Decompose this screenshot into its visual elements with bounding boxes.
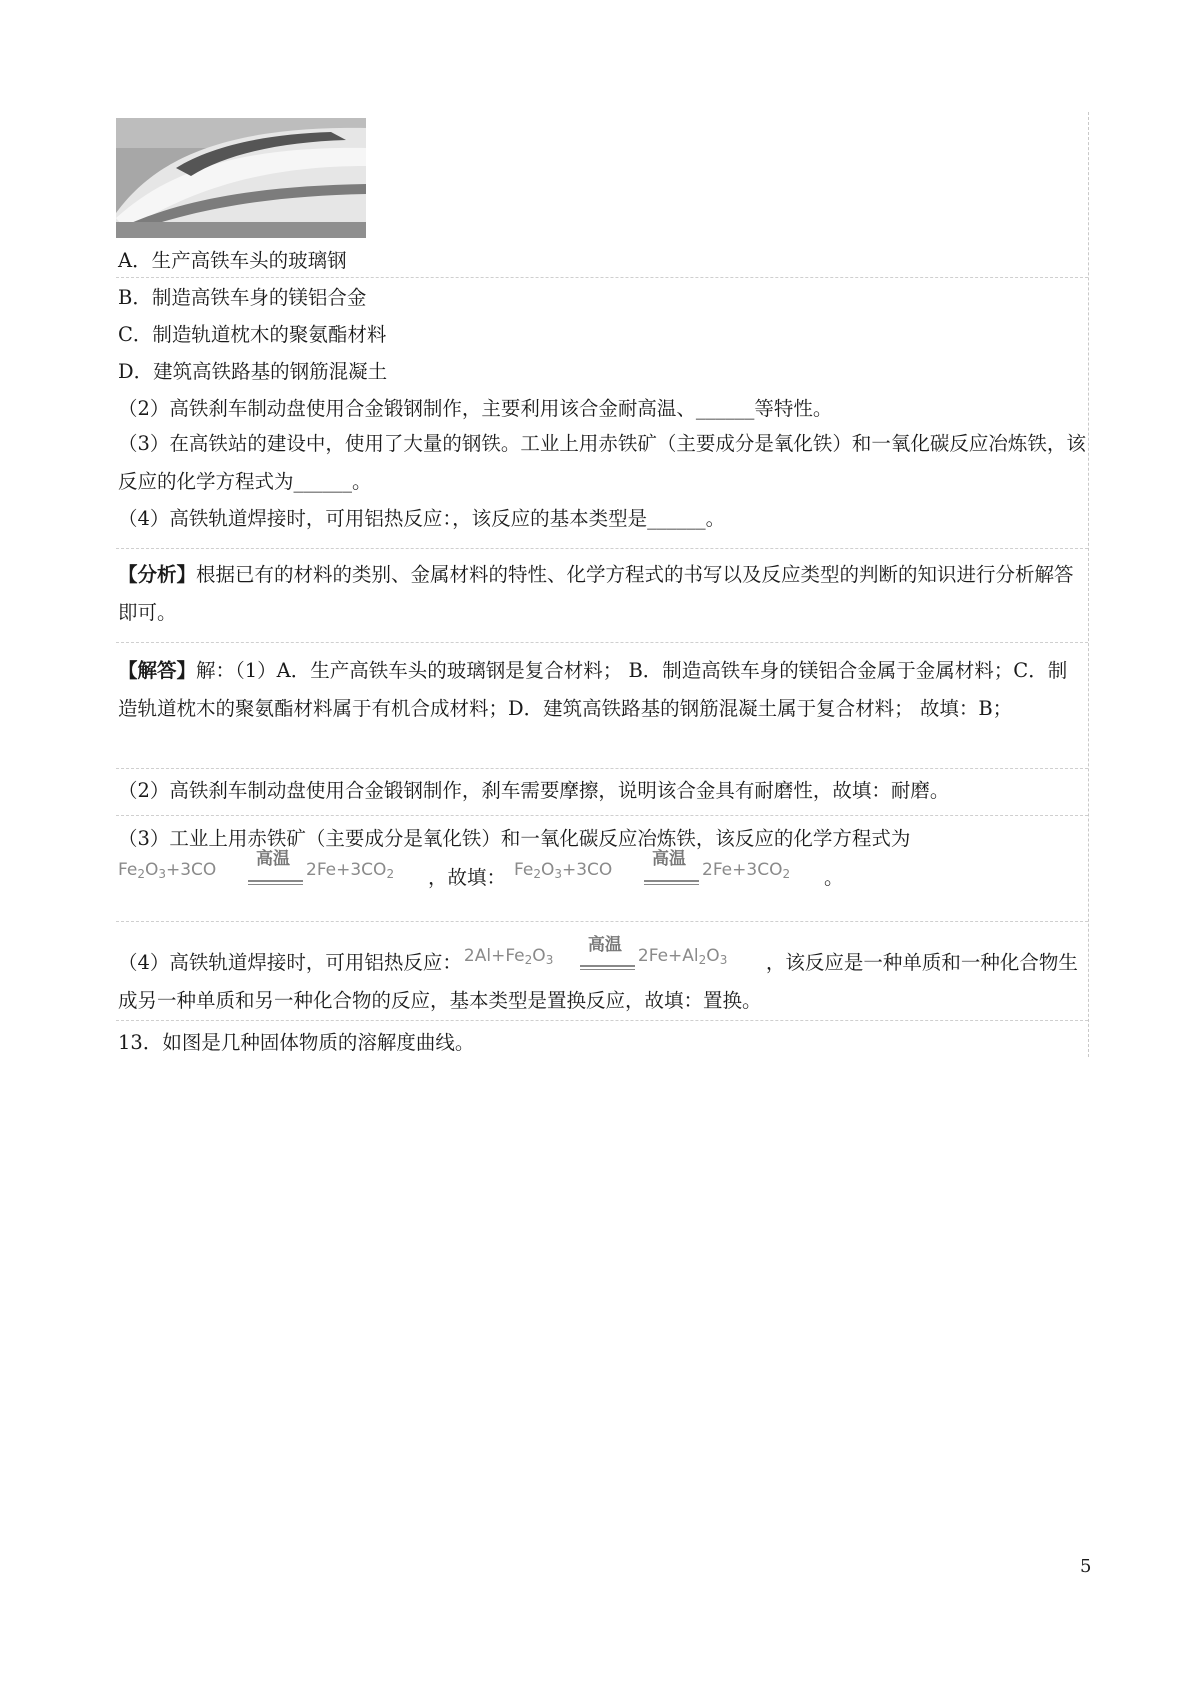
divider xyxy=(116,548,1088,549)
divider xyxy=(116,815,1088,816)
answer-part4-intro: （4）高铁轨道焊接时，可用铝热反应： xyxy=(118,951,462,974)
chemical-equation-iron-smelting xyxy=(514,848,824,896)
answer-part4 xyxy=(118,934,1086,1020)
answer-part3-intro: （3）工业上用赤铁矿（主要成分是氧化铁）和一氧化碳反应冶炼铁，该反应的化学方程式为 xyxy=(118,827,911,850)
option-b: B．制造高铁车身的镁铝合金 xyxy=(118,286,367,309)
divider xyxy=(116,921,1088,922)
analysis-text: 根据已有的材料的类别、金属材料的特性、化学方程式的书写以及反应类型的判断的知识进行分析解答即可。 xyxy=(118,563,1074,624)
answer-block xyxy=(118,652,1086,728)
equation-arrow xyxy=(580,965,635,967)
equation-arrow xyxy=(580,969,635,970)
divider xyxy=(116,642,1088,643)
answer-part1: 解：（1）A．生产高铁车头的玻璃钢是复合材料； B．制造高铁车身的镁铝合金属于金属材料；C．制造轨道枕木的聚氨酯材料属于有机合成材料；D．建筑高铁路基的钢筋混凝土属于复合材料； 故填：B； xyxy=(118,659,1068,720)
equation-products: $2Fe+Al_2O_3$ xyxy=(637,945,728,967)
option-a: A．生产高铁车头的玻璃钢 xyxy=(118,249,347,272)
equation-arrow xyxy=(644,880,699,882)
divider xyxy=(116,768,1088,769)
page-border-right xyxy=(1088,112,1089,1057)
answer-part4-text: ，该反应是一种单质和一种化合物生成另一种单质和另一种化合物的反应，基本类型是置换反应，故填：置换。 xyxy=(118,951,1078,1012)
equation-reactants: $2Al+Fe_2O_3$ xyxy=(463,945,554,967)
equation-condition: 高温 xyxy=(587,934,622,955)
question-13: 13．如图是几种固体物质的溶解度曲线。 xyxy=(118,1031,475,1054)
answer-part3-equation-line xyxy=(118,848,844,898)
equation-condition: 高温 xyxy=(652,848,687,869)
divider xyxy=(116,277,1088,278)
answer-part3-mid: ，故填： xyxy=(428,866,507,889)
analysis-block xyxy=(118,556,1086,632)
answer-part3-end: 。 xyxy=(824,866,844,889)
question-4: （4）高铁轨道焊接时，可用铝热反应：，该反应的基本类型是______。 xyxy=(118,507,726,530)
page-number: 5 xyxy=(1080,1556,1092,1577)
option-c: C．制造轨道枕木的聚氨酯材料 xyxy=(118,323,387,346)
equation-products: $2Fe+3CO_2$ xyxy=(306,859,395,881)
divider xyxy=(116,1020,1088,1021)
equation-condition: 高温 xyxy=(256,848,290,869)
equation-arrow xyxy=(248,880,303,882)
chemical-equation-iron-smelting xyxy=(118,848,428,896)
equation-arrow xyxy=(644,884,699,885)
option-d: D．建筑高铁路基的钢筋混凝土 xyxy=(118,360,388,383)
equation-arrow xyxy=(248,884,303,885)
equation-reactants: $Fe_2O_3+3CO$ xyxy=(514,859,613,881)
answer-label: 【解答】 xyxy=(118,659,197,682)
analysis-label: 【分析】 xyxy=(118,563,197,586)
high-speed-train-image xyxy=(116,118,366,238)
answer-part2: （2）高铁刹车制动盘使用合金锻钢制作，刹车需要摩擦，说明该合金具有耐磨性，故填：耐磨。 xyxy=(118,779,950,802)
chemical-equation-thermite xyxy=(462,934,762,981)
equation-products: $2Fe+3CO_2$ xyxy=(702,859,791,881)
question-3: （3）在高铁站的建设中，使用了大量的钢铁。工业上用赤铁矿（主要成分是氧化铁）和一氧化碳反应冶炼铁，该反应的化学方程式为______。 xyxy=(118,432,1086,493)
train-illustration xyxy=(116,118,366,238)
equation-reactants: $Fe_2O_3+3CO$ xyxy=(118,859,217,881)
question-2: （2）高铁刹车制动盘使用合金锻钢制作，主要利用该合金耐高温、______等特性。 xyxy=(118,397,833,420)
